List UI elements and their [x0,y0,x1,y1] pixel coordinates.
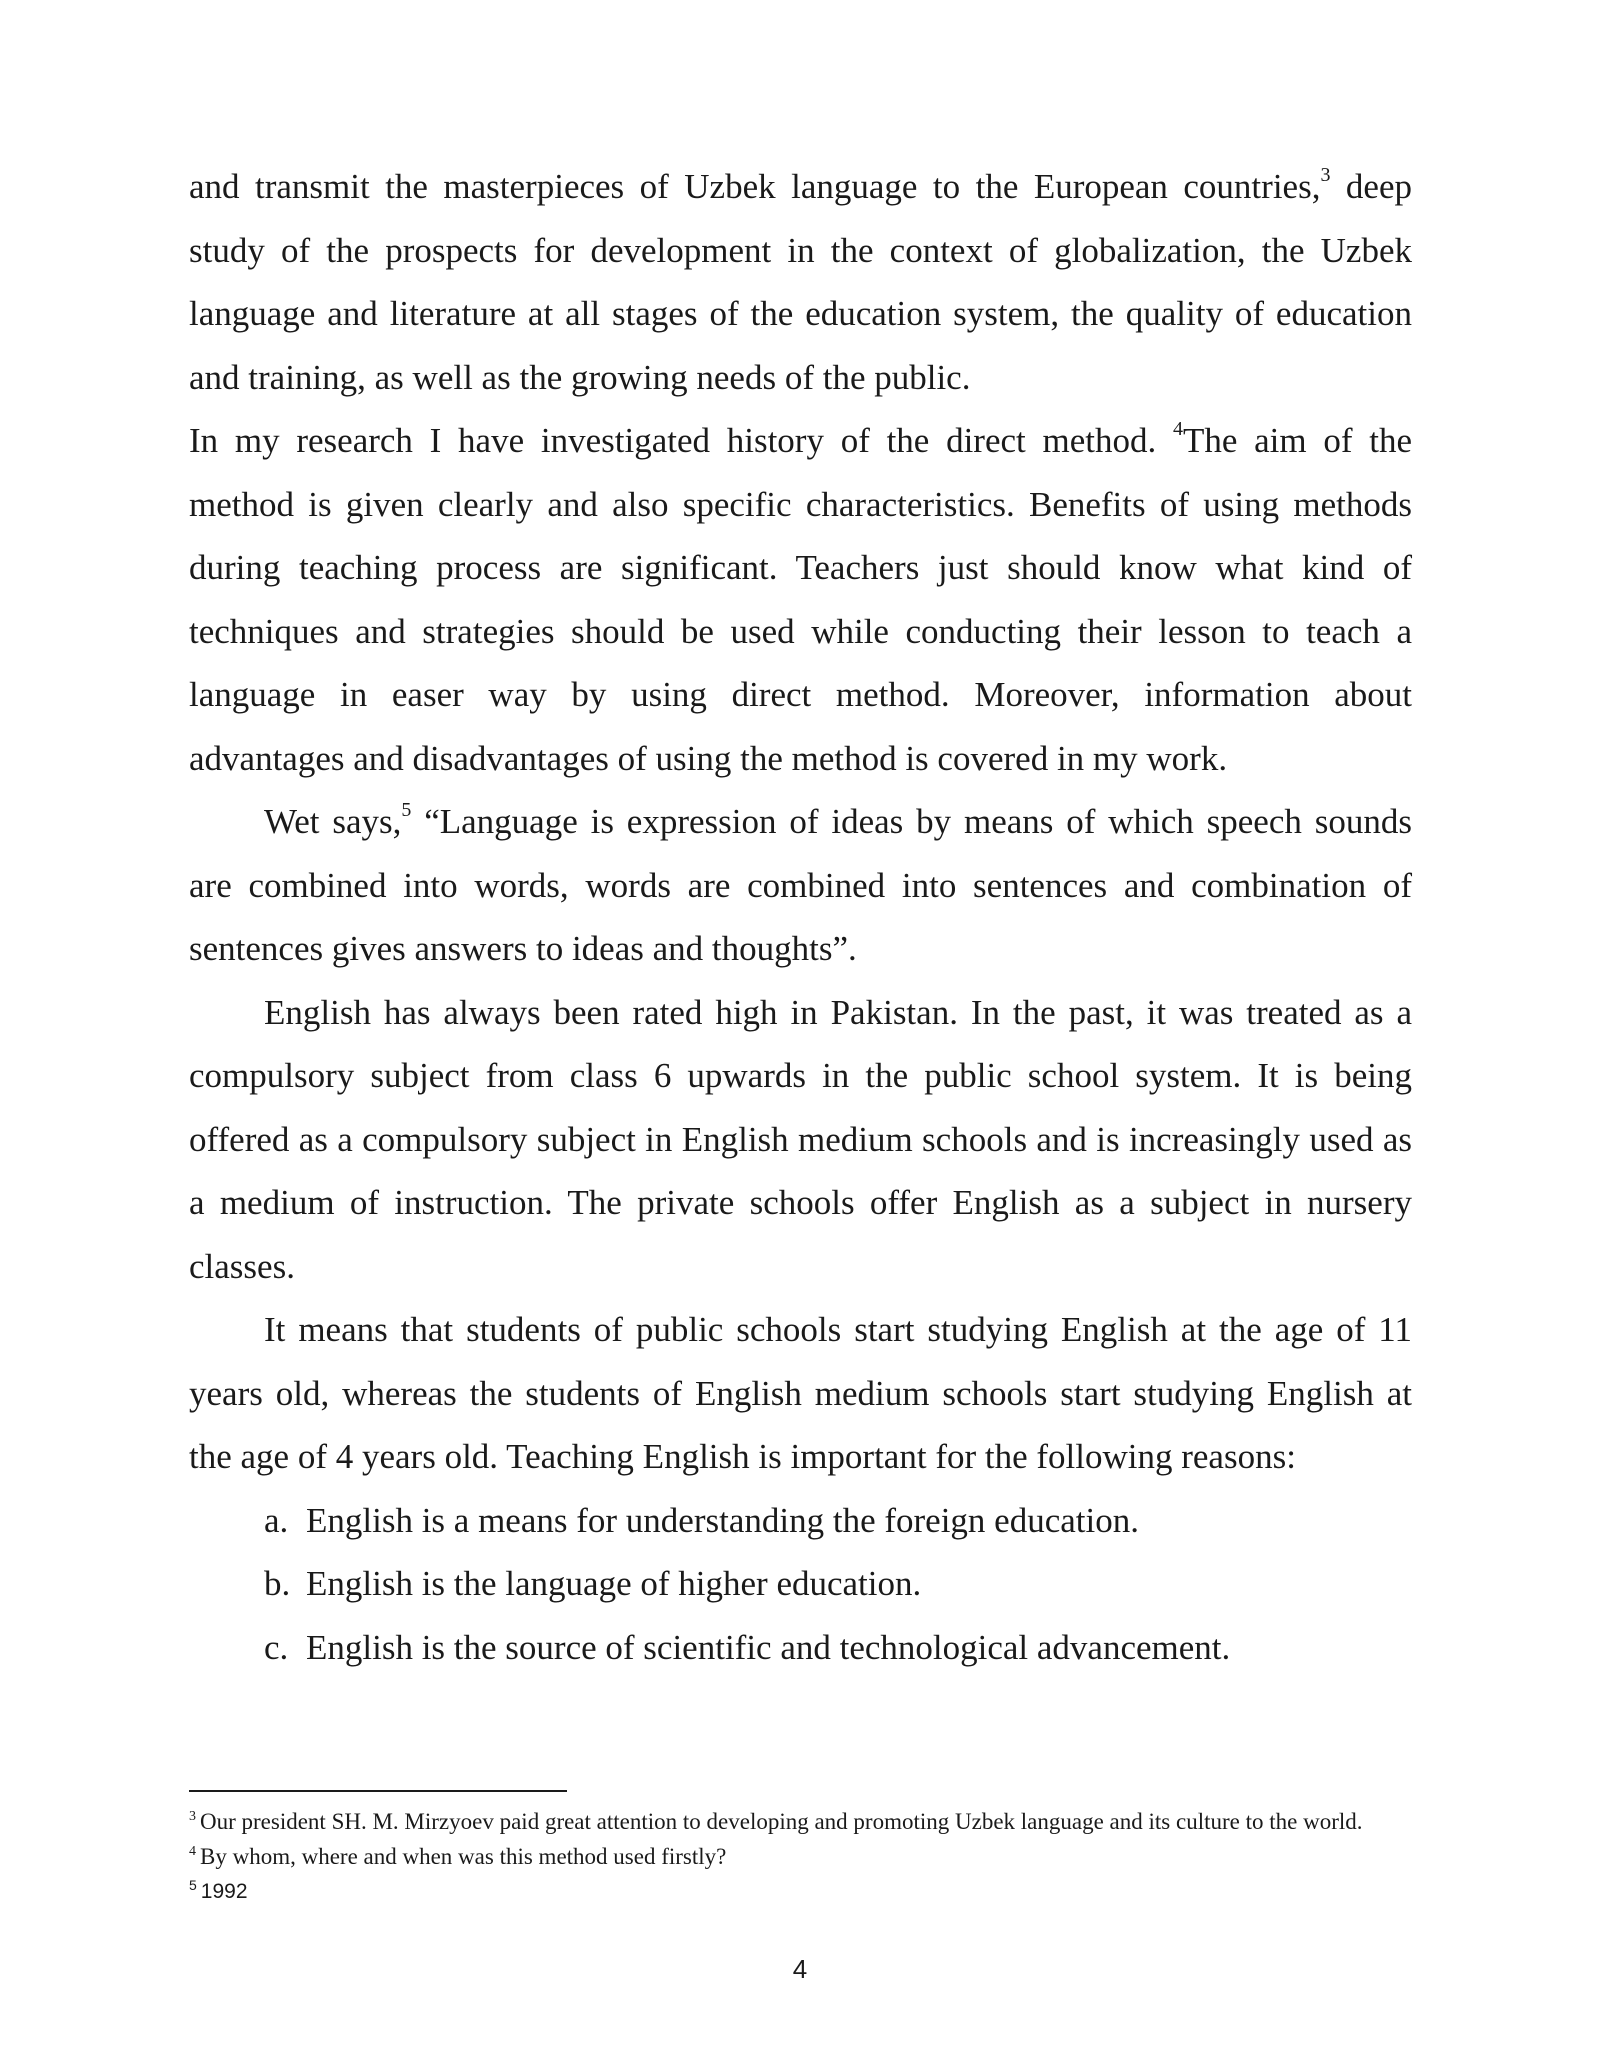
footnote-5 [189,1874,1412,1909]
footnote-ref-4[interactable]: 4 [1172,418,1183,441]
list-item-text: English is the source of scientific and technological advancement. [306,1627,1231,1667]
list-item [189,1616,1412,1680]
list-marker: c. [264,1627,289,1667]
footnote-number: 4 [189,1844,196,1860]
list-marker: b. [264,1564,291,1603]
footnote-ref-5[interactable]: 5 [401,799,412,822]
footnote-number: 5 [189,1877,197,1893]
footnote-separator [189,1790,567,1792]
list-item [189,1552,1412,1616]
footnote-text: By whom, where and when was this method used firstly? [200,1844,727,1869]
page-number: 4 [792,1954,808,1984]
footnote-3 [189,1804,1412,1839]
list-item-text: English is the language of higher education. [306,1564,922,1603]
list-item [189,1489,1412,1553]
paragraph-uzbek-language: and transmit the masterpieces of Uzbek language to the European countries,$^3$ deep study of the prospects for development in the context of globalization, the Uzbek language and literature at all stages of the education system, the quality of education and training, as well as the growing needs of the public. [189,164,1412,397]
paragraph-age-of-study: It means that students of public schools start studying English at the age of 11 years old, whereas the students of English medium schools start studying English at the age of 4 years old. Teaching English is important for the following reasons: [189,1310,1412,1476]
body-text [189,155,1412,1679]
footnote-text: Our president SH. M. Mirzyoev paid great attention to developing and promoting Uzbek language and its culture to the world. [200,1809,1363,1834]
paragraph-wet-quote: Wet says,$^5$ “Language is expression of ideas by means of which speech sounds are combined into words, words are combined into sentences and combination of sentences gives answers to ideas and thoughts”. [189,799,1412,968]
footnote-number: 3 [189,1809,196,1825]
footnotes [189,1804,1412,1909]
reasons-list [189,1489,1412,1680]
footnote-ref-3[interactable]: 3 [1320,164,1331,187]
footnote-4 [189,1839,1412,1874]
paragraph-english-pakistan: English has always been rated high in Pakistan. In the past, it was treated as a compulsory subject from class 6 upwards in the public school system. It is being offered as a compulsory subject in English medium schools and is increasingly used as a medium of instruction. The private schools offer English as a subject in nursery classes. [189,992,1412,1286]
paragraph-research: In my research I have investigated history of the direct method. $^4$The aim of the method is given clearly and also specific characteristics. Benefits of using methods during teaching process are significant. Teachers just should know what kind of techniques and strategies should be used while conducting their lesson to teach a language in easer way by using direct method. Moreover, information about advantages and disadvantages of using the method is covered in my work. [189,418,1412,778]
list-marker: a. [264,1500,289,1540]
footnote-text: 1992 [200,1880,248,1903]
list-item-text: English is a means for understanding the foreign education. [306,1500,1139,1540]
